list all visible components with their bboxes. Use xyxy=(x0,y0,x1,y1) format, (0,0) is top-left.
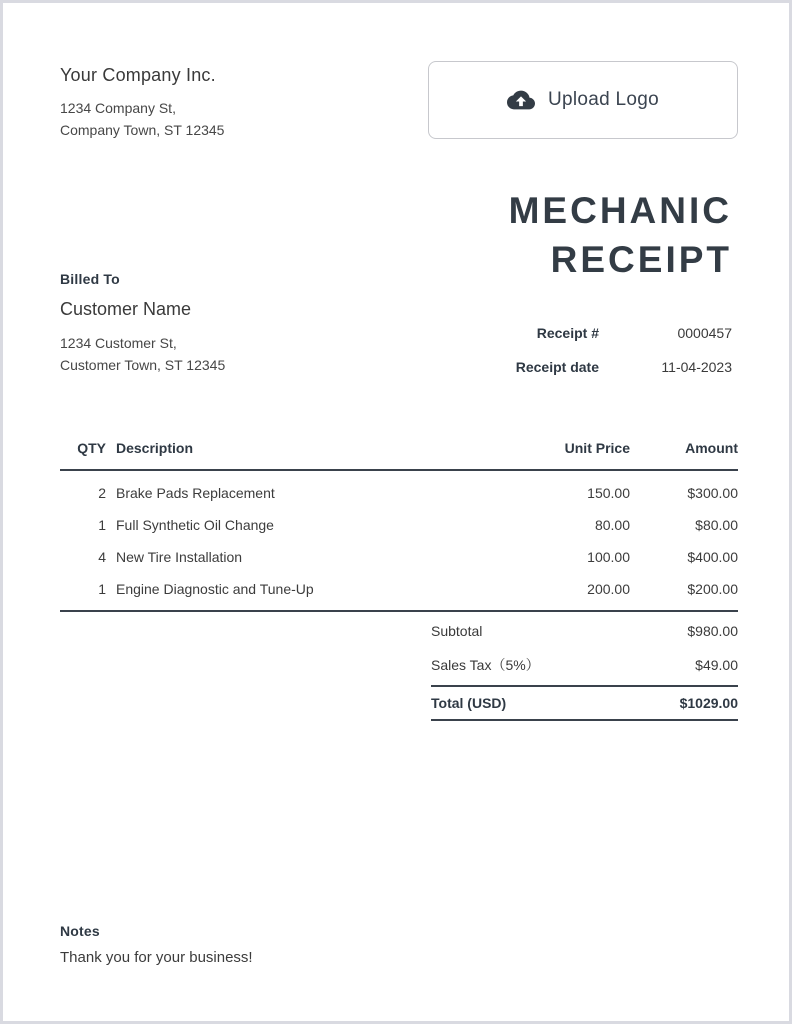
totals-section xyxy=(431,613,738,721)
sales-tax-label: Sales Tax（5%） xyxy=(431,657,540,673)
subtotal-value: $980.00 xyxy=(687,623,738,639)
receipt-number-row xyxy=(516,325,732,341)
row-amount: $80.00 xyxy=(695,517,738,533)
receipt-date-label: Receipt date xyxy=(515,359,599,375)
total-label: Total (USD) xyxy=(431,695,507,711)
upload-logo-label: Upload Logo xyxy=(547,89,660,110)
row-qty: 2 xyxy=(98,485,106,501)
row-qty: 1 xyxy=(98,581,106,597)
total-row xyxy=(431,685,738,721)
billed-to-heading: Billed To xyxy=(60,271,120,287)
row-unit-price: 200.00 xyxy=(587,581,630,597)
row-description: New Tire Installation xyxy=(116,549,243,565)
row-qty: 4 xyxy=(98,549,106,565)
row-description: Brake Pads Replacement xyxy=(116,485,275,501)
header-unit-price: Unit Price xyxy=(564,440,630,456)
subtotal-label: Subtotal xyxy=(431,623,483,639)
table-body xyxy=(60,471,738,612)
sales-tax-row xyxy=(431,647,738,683)
table-row xyxy=(60,509,738,541)
receipt-number-label: Receipt # xyxy=(536,325,599,341)
table-row xyxy=(60,477,738,509)
receipt-number-value: 0000457 xyxy=(677,325,732,341)
notes-section xyxy=(60,923,253,966)
row-amount: $300.00 xyxy=(687,485,738,501)
total-value: $1029.00 xyxy=(679,695,738,711)
line-items-table xyxy=(60,440,738,612)
company-info xyxy=(60,65,224,141)
subtotal-row xyxy=(431,613,738,647)
company-address-line2: Company Town, ST 12345 xyxy=(60,122,225,138)
table-header-row xyxy=(60,440,738,471)
row-description: Engine Diagnostic and Tune-Up xyxy=(116,581,314,597)
customer-address-line2: Customer Town, ST 12345 xyxy=(60,357,226,373)
sales-tax-value: $49.00 xyxy=(695,657,738,673)
table-row xyxy=(60,541,738,573)
row-unit-price: 80.00 xyxy=(594,517,630,533)
cloud-upload-icon xyxy=(507,86,535,114)
row-unit-price: 100.00 xyxy=(587,549,630,565)
customer-address-line1: 1234 Customer St, xyxy=(60,335,177,351)
company-address-line1: 1234 Company St, xyxy=(60,100,176,116)
row-qty: 1 xyxy=(98,517,106,533)
company-name: Your Company Inc. xyxy=(60,65,216,85)
header-qty: QTY xyxy=(77,440,106,456)
header-amount: Amount xyxy=(685,440,738,456)
notes-body: Thank you for your business! xyxy=(60,949,253,966)
row-amount: $200.00 xyxy=(687,581,738,597)
receipt-date-row xyxy=(516,359,732,375)
document-title-line1: MECHANIC xyxy=(508,190,732,231)
receipt-date-value: 11-04-2023 xyxy=(661,359,732,375)
row-description: Full Synthetic Oil Change xyxy=(116,517,274,533)
row-unit-price: 150.00 xyxy=(587,485,630,501)
billed-to-section xyxy=(60,271,225,376)
row-amount: $400.00 xyxy=(687,549,738,565)
header-description: Description xyxy=(116,440,194,456)
upload-logo-button[interactable] xyxy=(428,61,738,139)
table-row xyxy=(60,573,738,605)
document-title xyxy=(509,186,732,284)
notes-heading: Notes xyxy=(60,923,100,939)
document-title-line2: RECEIPT xyxy=(550,239,732,280)
customer-name: Customer Name xyxy=(60,299,192,319)
receipt-meta xyxy=(516,325,732,393)
